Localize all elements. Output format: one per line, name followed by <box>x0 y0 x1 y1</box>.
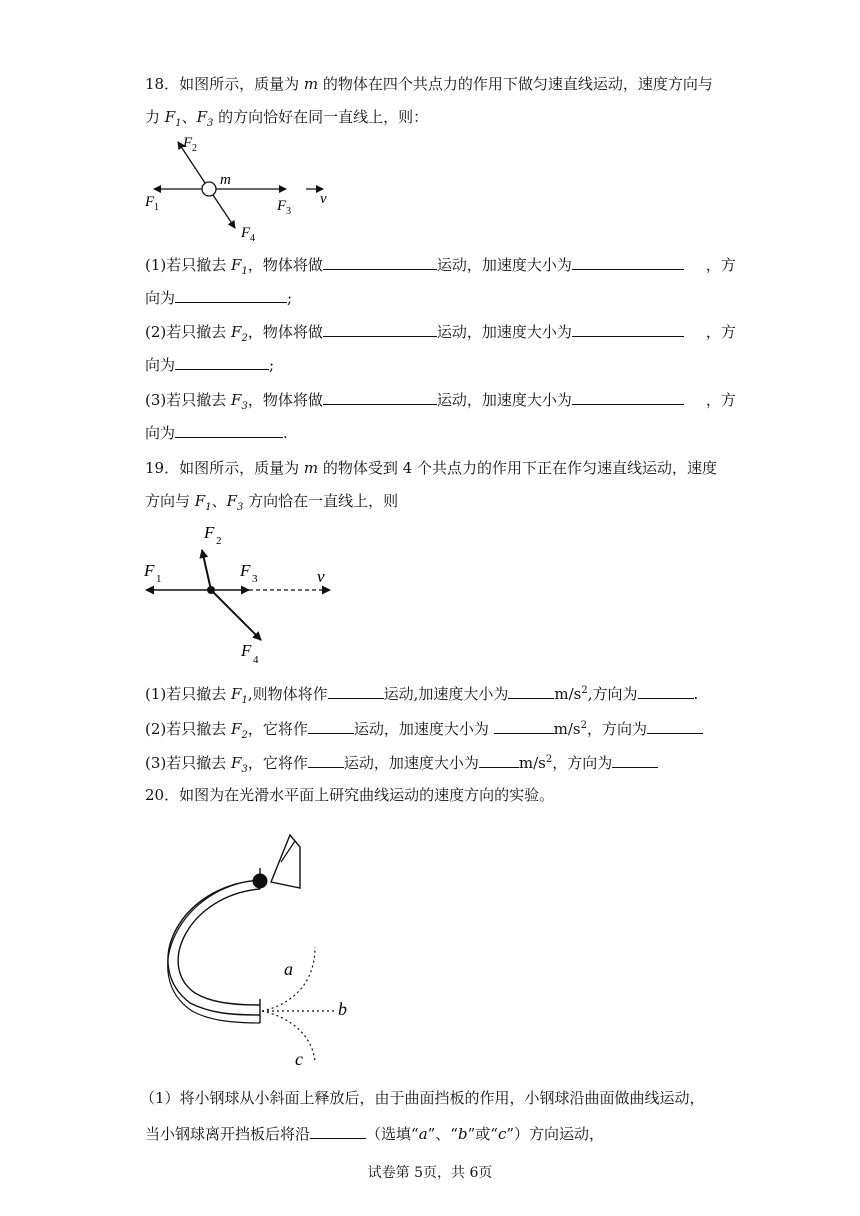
text: (1)若只撤去 <box>145 256 232 274</box>
f2-arrow <box>202 550 211 590</box>
mass-symbol: m <box>303 459 319 477</box>
answer-blank[interactable] <box>323 389 437 405</box>
option-a: a <box>418 1125 428 1143</box>
force-symbol: F <box>164 108 176 126</box>
option-b: b <box>457 1125 468 1143</box>
text: 当小钢球离开挡板后将沿 <box>145 1125 311 1143</box>
answer-blank[interactable] <box>572 321 684 337</box>
q18-part1-line-2 <box>145 287 292 308</box>
subscript: 1 <box>205 502 212 513</box>
answer-blank[interactable] <box>308 718 354 734</box>
subscript: 3 <box>241 401 248 412</box>
f4-arrow <box>211 590 261 640</box>
answer-blank[interactable] <box>323 254 437 270</box>
text: ，方 <box>705 391 736 409</box>
subscript: 1 <box>241 695 248 706</box>
text: 运动，加速度大小为 <box>436 323 572 341</box>
answer-blank[interactable] <box>175 422 283 438</box>
text: (3)若只撤去 <box>145 754 232 772</box>
text: 19．如图所示，质量为 <box>145 459 304 477</box>
q20-part1-line-1 <box>140 1088 705 1108</box>
text: 向为 <box>145 356 176 374</box>
text: ”）方向运动， <box>506 1125 605 1143</box>
text: ”、“ <box>427 1125 458 1143</box>
subscript: 2 <box>241 730 248 741</box>
answer-blank[interactable] <box>647 718 703 734</box>
option-c: c <box>497 1125 507 1143</box>
f3-subscript: 3 <box>286 206 291 217</box>
force-symbol: F <box>231 754 242 772</box>
track-bottom-edge <box>168 880 260 1023</box>
text: 力 <box>145 108 165 126</box>
f3-label: F <box>277 198 287 214</box>
f4-label: F <box>241 641 252 660</box>
q18-intro-line-1 <box>145 74 713 94</box>
subscript: 3 <box>237 502 244 513</box>
force-symbol: F <box>226 492 238 510</box>
f1-subscript: 1 <box>156 573 162 585</box>
text: ; <box>287 289 293 307</box>
unit: m/s <box>553 720 581 738</box>
answer-blank[interactable] <box>479 752 519 768</box>
text: ，它将作 <box>247 720 308 738</box>
text: （1）将小钢球从小斜面上释放后，由于曲面挡板的作用，小钢球沿曲面做曲线运动， <box>140 1089 705 1107</box>
text: ，方 <box>705 323 736 341</box>
q18-part3-line-2 <box>145 422 288 443</box>
f1-subscript: 1 <box>154 202 159 213</box>
f4-subscript: 4 <box>253 654 259 666</box>
answer-blank[interactable] <box>175 354 269 370</box>
text: ，物体将做 <box>247 323 323 341</box>
q18-part1-line-1 <box>145 254 736 282</box>
text: ,则物体将作 <box>247 685 328 703</box>
force-symbol: F <box>196 108 208 126</box>
text: 方向与 <box>145 492 195 510</box>
subscript: 3 <box>207 118 214 129</box>
force-symbol: F <box>231 720 242 738</box>
f4-label: F <box>241 225 251 241</box>
answer-blank[interactable] <box>494 718 554 734</box>
superscript: 2 <box>581 685 588 696</box>
q19-part3 <box>145 750 658 780</box>
track-outer-edge <box>168 880 260 1015</box>
subscript: 1 <box>175 118 182 129</box>
label-b: b <box>338 999 347 1019</box>
f3-subscript: 3 <box>252 573 258 585</box>
text: ，物体将做 <box>247 256 323 274</box>
text: 、 <box>181 108 197 126</box>
text: 向为 <box>145 424 176 442</box>
answer-blank[interactable] <box>638 683 694 699</box>
answer-blank[interactable] <box>508 683 554 699</box>
q20-part1-line-2 <box>145 1123 604 1144</box>
f3-label: F <box>240 561 251 580</box>
text: 运动，加速度大小为 <box>343 754 479 772</box>
superscript: 2 <box>545 754 553 765</box>
q18-part3-line-1 <box>145 389 736 417</box>
text: 运动，加速度大小为 <box>436 391 572 409</box>
text: ,方向为 <box>587 685 638 703</box>
text: 运动，加速度大小为 <box>436 256 572 274</box>
f4-subscript: 4 <box>250 233 255 244</box>
q19-force-diagram <box>138 518 338 670</box>
q19-part1 <box>145 681 698 711</box>
q19-part2 <box>145 716 703 746</box>
text: ”或“ <box>467 1125 498 1143</box>
superscript: 2 <box>580 720 587 731</box>
track-inner-edge <box>178 889 260 1005</box>
incline-block <box>271 835 300 888</box>
mass-point <box>207 586 215 594</box>
force-symbol: F <box>231 685 242 703</box>
answer-blank[interactable] <box>612 752 658 768</box>
q18-part2-line-1 <box>145 321 736 349</box>
force-symbol: F <box>231 256 242 274</box>
f2-label: F <box>204 523 215 542</box>
trajectory-c <box>262 1011 315 1061</box>
text: (2)若只撤去 <box>145 323 232 341</box>
answer-blank[interactable] <box>572 389 684 405</box>
text: 的方向恰好在同一直线上，则： <box>213 108 429 126</box>
answer-blank[interactable] <box>310 1123 366 1139</box>
answer-blank[interactable] <box>572 254 684 270</box>
text: (2)若只撤去 <box>145 720 232 738</box>
text: 方向恰在一直线上，则 <box>243 492 399 510</box>
subscript: 3 <box>241 764 248 775</box>
q18-force-diagram <box>140 132 340 244</box>
text: 20．如图为在光滑水平面上研究曲线运动的速度方向的实验。 <box>145 786 555 804</box>
steel-ball <box>253 874 268 889</box>
text: ，方向为 <box>586 720 647 738</box>
v-label: v <box>317 567 325 586</box>
text: ，方 <box>705 256 736 274</box>
text: 的物体受到 4 个共点力的作用下正在作匀速直线运动，速度 <box>318 459 717 477</box>
mass-symbol: m <box>303 75 319 93</box>
q18-intro-line-2 <box>145 107 428 134</box>
text: . <box>283 424 288 442</box>
text: 、 <box>211 492 227 510</box>
force-symbol: F <box>194 492 206 510</box>
m-label: m <box>220 172 231 188</box>
q20-intro <box>145 785 554 805</box>
unit: m/s <box>554 685 582 703</box>
text: (3)若只撤去 <box>145 391 232 409</box>
f1-label: F <box>145 194 155 210</box>
subscript: 1 <box>241 266 248 277</box>
text: . <box>693 685 699 703</box>
text: 的物体在四个共点力的作用下做匀速直线运动，速度方向与 <box>318 75 713 93</box>
answer-blank[interactable] <box>328 683 384 699</box>
text: ，它将作 <box>247 754 308 772</box>
q18-part2-line-2 <box>145 354 274 375</box>
text: 运动,加速度大小为 <box>383 685 509 703</box>
q20-curved-track-diagram <box>150 825 370 1070</box>
text: （选填“ <box>366 1125 419 1143</box>
f2-label: F <box>183 135 193 151</box>
f2-subscript: 2 <box>192 143 197 154</box>
label-a: a <box>284 959 293 979</box>
text: (1)若只撤去 <box>145 685 232 703</box>
text: ，方向为 <box>552 754 613 772</box>
v-label: v <box>320 191 327 207</box>
force-symbol: F <box>231 323 242 341</box>
page-footer: 试卷第 5页，共 6页 <box>367 1165 493 1181</box>
answer-blank[interactable] <box>175 287 287 303</box>
answer-blank[interactable] <box>323 321 437 337</box>
text: ，物体将做 <box>247 391 323 409</box>
text: 运动，加速度大小为 <box>353 720 494 738</box>
mass-circle <box>202 182 216 196</box>
trajectory-a <box>262 947 315 1011</box>
unit: m/s <box>518 754 546 772</box>
f2-subscript: 2 <box>216 535 222 547</box>
q19-intro-line-1 <box>145 458 717 478</box>
answer-blank[interactable] <box>308 752 344 768</box>
f1-label: F <box>144 561 155 580</box>
text: ; <box>269 356 275 374</box>
text: 向为 <box>145 289 176 307</box>
text: 18．如图所示，质量为 <box>145 75 304 93</box>
q19-intro-line-2 <box>145 491 398 518</box>
subscript: 2 <box>241 333 248 344</box>
force-symbol: F <box>231 391 242 409</box>
label-c: c <box>295 1049 303 1069</box>
